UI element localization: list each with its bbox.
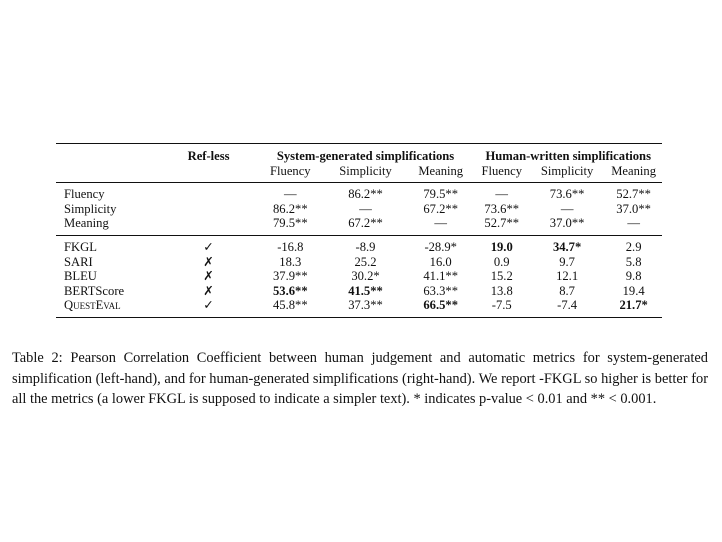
table-cell: 73.6** [529,183,605,202]
table-cell: 13.8 [490,283,513,298]
human-judgement-rows [56,183,662,236]
table-cell: 30.2* [351,269,380,284]
table-cell: 2.9 [605,235,662,254]
table-cell: 67.2** [348,216,383,231]
correlation-table [56,143,662,318]
table-cell: 79.5** [272,216,308,231]
table-row [56,298,662,317]
table-cell: 37.0** [616,201,651,216]
table-subheader-row [56,164,662,183]
row-label: FKGL [56,235,161,254]
results-table-wrap [56,143,662,318]
table-row [56,235,662,254]
table-cell: -7.4 [529,298,605,317]
metric-rows [56,235,662,317]
table-cell: 37.0** [549,216,585,231]
table-cell: — [434,216,447,231]
table-cell: — [359,201,372,216]
table-cell: 52.7** [605,183,662,202]
row-label: BLEU [64,269,97,284]
table-cell: 53.6** [272,283,308,298]
row-label: QuestEval [56,298,161,317]
sub-header: Meaning [418,163,464,178]
table-cell: -8.9 [324,235,407,254]
table-cell: 12.1 [556,269,579,284]
table-cell: 79.5** [407,183,475,202]
table-header-row [56,144,662,164]
table-cell: 41.1** [423,269,459,284]
table-cell: 9.7 [559,254,575,269]
table-cell: -16.8 [257,235,325,254]
row-label: SARI [64,254,93,269]
table-caption: Table 2: Pearson Correlation Coefficient between human judgement and automatic metrics for system-generated simplification (left-hand), and for human-generated simplifications (right-hand). We report -FKGL so higher is better for all the metrics (a lower FKGL is supposed to indicate a simpler text). * indicates p-value < 0.01 and ** < 0.001. [12,350,708,408]
table-row [56,269,662,284]
table-cell: 16.0 [429,254,452,269]
table-cell: 5.8 [625,254,642,269]
sub-header: Fluency [270,163,311,178]
table-cell: 8.7 [559,283,575,298]
table-cell: 37.9** [272,269,308,284]
table-cell: 52.7** [484,216,520,231]
table-cell: 34.7* [529,235,605,254]
sub-header: Simplicity [540,163,594,178]
table-row [56,284,662,299]
refless-header: Ref-less [187,149,230,163]
table-row [56,255,662,270]
table-cell: 63.3** [423,283,459,298]
table-cell: 45.8** [257,298,325,317]
table-cell: 9.8 [625,269,642,284]
row-label: Meaning [64,216,109,231]
table-cell: — [257,183,325,202]
table-cell: 25.2 [354,254,377,269]
table-cell: -7.5 [474,298,528,317]
table-cell: 67.2** [423,201,459,216]
refless-mark: ✗ [203,269,214,284]
refless-mark: ✗ [203,283,214,298]
system-group-header: System-generated simplifications [276,149,455,163]
table-cell: 73.6** [484,201,520,216]
row-label: Simplicity [64,201,117,216]
refless-mark: ✓ [161,235,257,254]
table-row [56,183,662,202]
row-label: BERTScore [64,283,125,298]
table-cell: 66.5** [407,298,475,317]
table-cell: 18.3 [279,254,302,269]
table-row [56,202,662,217]
sub-header: Simplicity [339,163,392,178]
table-cell: — [627,216,640,231]
table-cell: 15.2 [490,269,513,284]
refless-mark: ✓ [161,298,257,317]
human-group-header: Human-written simplifications [485,149,651,163]
table-cell: 19.0 [474,235,528,254]
table-cell: — [560,201,574,216]
table-cell: — [474,183,528,202]
sub-header: Meaning [611,163,657,178]
table-cell: 19.4 [622,283,645,298]
table-cell: 21.7* [605,298,662,317]
table-cell: 37.3** [324,298,407,317]
table-row [56,216,662,235]
refless-mark: ✗ [203,254,214,269]
table-cell: -28.9* [407,235,475,254]
table-cell: 41.5** [348,283,383,298]
sub-header: Fluency [481,163,523,178]
table-cell: 86.2** [324,183,407,202]
table-cell: 86.2** [272,201,308,216]
table-cell: 0.9 [493,254,510,269]
row-label: Fluency [56,183,161,202]
